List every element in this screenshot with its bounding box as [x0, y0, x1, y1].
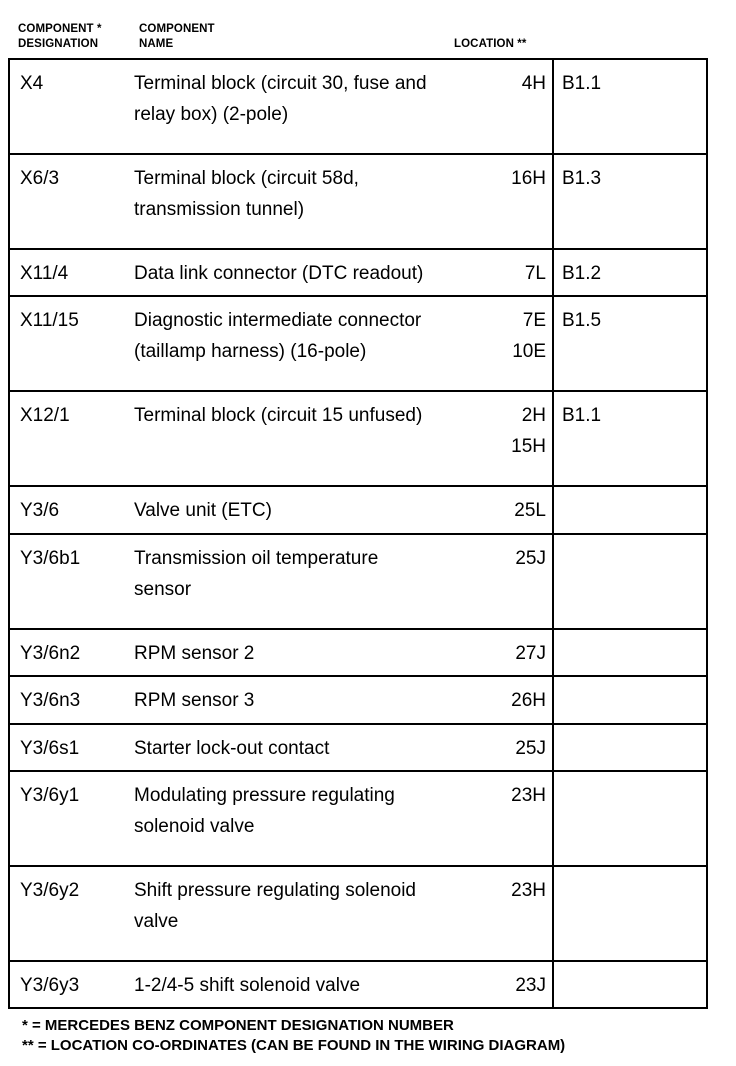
name-cell [126, 486, 490, 534]
footnotes [22, 1016, 565, 1056]
designation-cell [9, 629, 126, 676]
name-cell [126, 961, 490, 1008]
designation-text: X12/1 [20, 405, 70, 426]
table-row [9, 59, 707, 154]
reference-text: B1.2 [562, 263, 602, 284]
table-row [9, 391, 707, 486]
name-header-line2: NAME [139, 38, 174, 50]
reference-cell [553, 866, 707, 961]
name-text: Data link connector (DTC readout) [134, 263, 424, 284]
designation-text: Y3/6b1 [20, 548, 81, 569]
designation-cell [9, 296, 126, 391]
name-column-header [139, 22, 215, 52]
table-row [9, 771, 707, 866]
name-text: relay box) (2-pole) [134, 104, 289, 125]
name-text: solenoid valve [134, 816, 255, 837]
footnote-location: ** = LOCATION CO-ORDINATES (CAN BE FOUND IN THE WIRING DIAGRAM) [22, 1037, 566, 1054]
name-text: Starter lock-out contact [134, 738, 330, 759]
location-cell [490, 961, 553, 1008]
name-text: Terminal block (circuit 15 unfused) [134, 405, 423, 426]
location-text: 25J [515, 548, 546, 569]
designation-header-line2: DESIGNATION [18, 38, 99, 50]
name-text: RPM sensor 3 [134, 690, 255, 711]
name-cell [126, 59, 490, 154]
designation-cell [9, 534, 126, 629]
location-cell [490, 59, 553, 154]
table-row [9, 866, 707, 961]
table-row [9, 249, 707, 296]
component-table-body [9, 59, 707, 1008]
reference-cell [553, 486, 707, 534]
designation-text: Y3/6y1 [20, 785, 80, 806]
footnote-designation: * = MERCEDES BENZ COMPONENT DESIGNATION NUMBER [22, 1017, 454, 1034]
designation-cell [9, 866, 126, 961]
reference-cell [553, 296, 707, 391]
name-text: Shift pressure regulating solenoid [134, 880, 417, 901]
location-text: 25L [514, 500, 546, 521]
reference-cell [553, 534, 707, 629]
name-cell [126, 724, 490, 771]
name-text: Terminal block (circuit 58d, [134, 168, 359, 189]
reference-cell [553, 59, 707, 154]
location-text: 7E [522, 310, 546, 331]
name-text: Modulating pressure regulating [134, 785, 395, 806]
table-row [9, 486, 707, 534]
name-cell [126, 629, 490, 676]
location-text: 23J [515, 975, 546, 996]
table-row [9, 676, 707, 724]
table-row [9, 961, 707, 1008]
name-header-line1: COMPONENT [139, 23, 215, 35]
designation-text: Y3/6y3 [20, 975, 80, 996]
table-row [9, 534, 707, 629]
designation-cell [9, 486, 126, 534]
designation-cell [9, 724, 126, 771]
location-cell [490, 676, 553, 724]
designation-text: Y3/6n2 [20, 643, 81, 664]
name-text: transmission tunnel) [134, 199, 305, 220]
designation-cell [9, 391, 126, 486]
location-column-header: LOCATION ** [454, 38, 527, 50]
name-cell [126, 866, 490, 961]
name-cell [126, 676, 490, 724]
designation-text: Y3/6y2 [20, 880, 80, 901]
location-text: 16H [511, 168, 546, 189]
location-text: 7L [524, 263, 546, 284]
reference-cell [553, 391, 707, 486]
location-text: 10E [512, 341, 546, 362]
location-text: 23H [511, 880, 546, 901]
location-text: 23H [511, 785, 546, 806]
designation-cell [9, 59, 126, 154]
designation-text: X11/4 [20, 263, 69, 284]
designation-cell [9, 249, 126, 296]
location-cell [490, 629, 553, 676]
name-text: Transmission oil temperature [134, 548, 379, 569]
location-text: 26H [511, 690, 546, 711]
table-row [9, 154, 707, 249]
designation-header-line1: COMPONENT * [18, 23, 102, 35]
name-cell [126, 534, 490, 629]
designation-cell [9, 961, 126, 1008]
name-cell [126, 154, 490, 249]
reference-cell [553, 961, 707, 1008]
name-cell [126, 771, 490, 866]
location-text: 27J [515, 643, 546, 664]
location-text: 4H [521, 73, 546, 94]
location-cell [490, 866, 553, 961]
designation-cell [9, 771, 126, 866]
name-text: Terminal block (circuit 30, fuse and [134, 73, 427, 94]
reference-text: B1.5 [562, 310, 602, 331]
reference-text: B1.1 [562, 73, 602, 94]
reference-cell [553, 249, 707, 296]
location-cell [490, 391, 553, 486]
reference-cell [553, 771, 707, 866]
designation-text: Y3/6n3 [20, 690, 81, 711]
location-cell [490, 296, 553, 391]
reference-cell [553, 629, 707, 676]
location-text: 15H [511, 436, 546, 457]
name-cell [126, 296, 490, 391]
name-text: RPM sensor 2 [134, 643, 255, 664]
reference-text: B1.3 [562, 168, 602, 189]
reference-text: B1.1 [562, 405, 602, 426]
designation-text: X4 [20, 73, 44, 94]
reference-cell [553, 154, 707, 249]
designation-cell [9, 676, 126, 724]
location-cell [490, 486, 553, 534]
name-cell [126, 249, 490, 296]
name-text: (taillamp harness) (16-pole) [134, 341, 367, 362]
designation-text: Y3/6 [20, 500, 60, 521]
location-cell [490, 154, 553, 249]
designation-cell [9, 154, 126, 249]
reference-cell [553, 676, 707, 724]
location-cell [490, 249, 553, 296]
name-text: 1-2/4-5 shift solenoid valve [134, 975, 361, 996]
table-row [9, 629, 707, 676]
designation-text: X11/15 [20, 310, 79, 331]
reference-cell [553, 724, 707, 771]
table-row [9, 296, 707, 391]
designation-text: X6/3 [20, 168, 60, 189]
location-cell [490, 724, 553, 771]
component-table [8, 58, 708, 1009]
name-text: Valve unit (ETC) [134, 500, 272, 521]
table-row [9, 724, 707, 771]
name-cell [126, 391, 490, 486]
designation-column-header [18, 22, 102, 52]
designation-text: Y3/6s1 [20, 738, 80, 759]
location-text: 2H [521, 405, 546, 426]
name-text: Diagnostic intermediate connector [134, 310, 422, 331]
location-cell [490, 771, 553, 866]
location-text: 25J [515, 738, 546, 759]
name-text: valve [134, 911, 179, 932]
location-cell [490, 534, 553, 629]
name-text: sensor [134, 579, 192, 600]
